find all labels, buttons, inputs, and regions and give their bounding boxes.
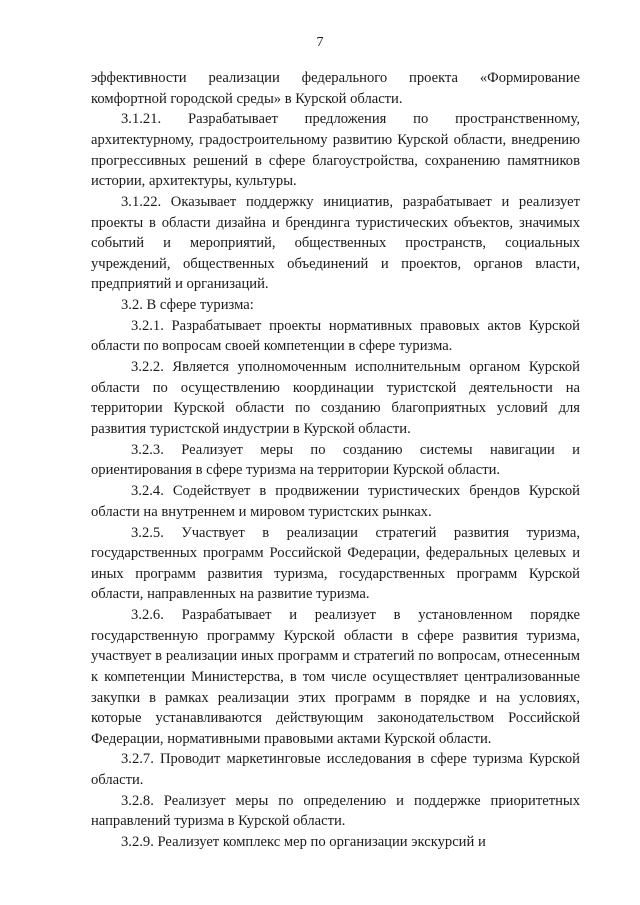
paragraph-3-2-3: 3.2.3. Реализует меры по созданию системы навигации и ориентирования в сфере туризма на территории Курской области. xyxy=(91,441,580,479)
paragraph-3-2-2: 3.2.2. Является уполномоченным исполнительным органом Курской области по осуществлению координации туристской деятельности на территории Курской области по созданию благоприятных условий для развития туристской индустрии в Курской области. xyxy=(91,359,580,438)
paragraph-3-2-8: 3.2.8. Реализует меры по определению и поддержке приоритетных направлений туризма в Курской области. xyxy=(91,792,580,830)
paragraph-3-2-9: 3.2.9. Реализует комплекс мер по организации экскурсий и xyxy=(121,834,486,851)
paragraph-3-1-21: 3.1.21. Разрабатывает предложения по пространственному, архитектурному, градостроительному развитию Курской области, внедрению прогрессивных решений в сфере благоустройства, сохранению памятников истории, архитектуры, культуры. xyxy=(91,111,580,190)
page-number: 7 xyxy=(316,35,324,50)
paragraph-3-2-6: 3.2.6. Разрабатывает и реализует в установленном порядке государственную программу Курской области в сфере развития туризма, участвует в реализации иных программ и стратегий по вопросам, отнесенным к компетенции Министерства, в том числе осуществляет централизованные закупки в рамках реализации этих программ в порядке и на условиях, которые устанавливаются действующим законодательством Российской Федерации, нормативными правовыми актами Курской области. xyxy=(91,607,580,747)
section-heading-3-2: 3.2. В сфере туризма: xyxy=(121,297,254,314)
document-body xyxy=(91,68,580,853)
paragraph-3-2-4: 3.2.4. Содействует в продвижении туристических брендов Курской области на внутреннем и мировом туристских рынках. xyxy=(91,483,580,520)
paragraph-3-2-5: 3.2.5. Участвует в реализации стратегий развития туризма, государственных программ Российской Федерации, федеральных целевых и иных программ развития туризма, государственных программ Курской области, направленных на развитие туризма. xyxy=(91,524,580,603)
paragraph-3-2-7: 3.2.7. Проводит маркетинговые исследования в сфере туризма Курской области. xyxy=(91,751,580,789)
paragraph-continuation: эффективности реализации федерального проекта «Формирование комфортной городской среды» в Курской области. xyxy=(91,70,580,107)
paragraph-3-2-1: 3.2.1. Разрабатывает проекты нормативных правовых актов Курской области по вопросам своей компетенции в сфере туризма. xyxy=(91,317,580,355)
paragraph-3-1-22: 3.1.22. Оказывает поддержку инициатив, разрабатывает и реализует проекты в области дизайна и брендинга туристических объектов, значимых событий и мероприятий, общественных пространств, социальных учреждений, общественных объединений и проектов, органов власти, предприятий и организаций. xyxy=(91,193,580,293)
